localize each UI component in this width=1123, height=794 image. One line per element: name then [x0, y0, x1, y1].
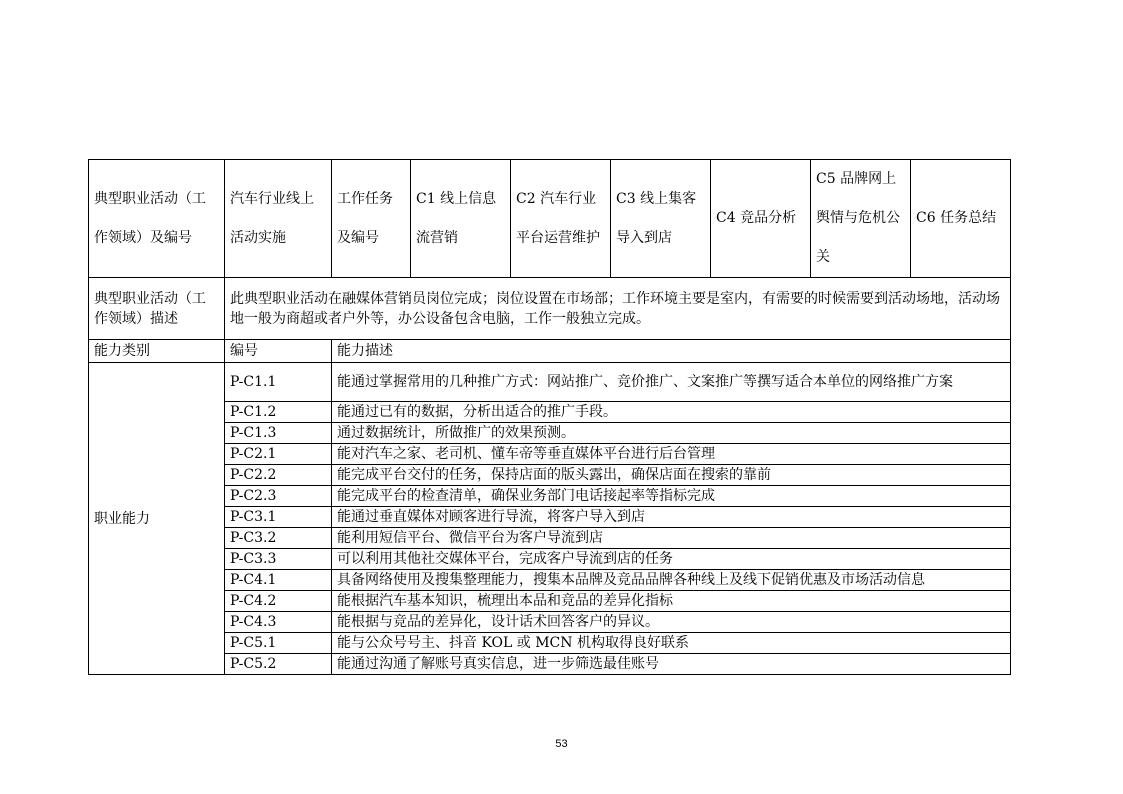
table-row [89, 423, 1011, 444]
table-row [89, 570, 1011, 591]
ability-desc: 能通过已有的数据，分析出适合的推广手段。 [332, 402, 1011, 423]
activity-label-cell: 典型职业活动（工作领域）及编号 [89, 160, 225, 278]
ability-code: P-C3.1 [225, 507, 332, 528]
table-row [89, 444, 1011, 465]
description-row [89, 278, 1011, 340]
ability-code: P-C4.1 [225, 570, 332, 591]
task-cell-c6: C6 任务总结 [911, 160, 1011, 278]
ability-code: P-C5.1 [225, 633, 332, 654]
ability-desc: 能与公众号号主、抖音 KOL 或 MCN 机构取得良好联系 [332, 633, 1011, 654]
task-label-cell: 工作任务及编号 [332, 160, 411, 278]
ability-desc: 能对汽车之家、老司机、懂车帝等垂直媒体平台进行后台管理 [332, 444, 1011, 465]
table-row [89, 612, 1011, 633]
task-cell-c2: C2 汽车行业平台运营维护 [511, 160, 611, 278]
description-label: 典型职业活动（工作领域）描述 [89, 278, 225, 340]
table-row [89, 633, 1011, 654]
column-category: 能力类别 [89, 340, 225, 363]
ability-desc: 可以利用其他社交媒体平台，完成客户导流到店的任务 [332, 549, 1011, 570]
table-row [89, 402, 1011, 423]
ability-code: P-C4.3 [225, 612, 332, 633]
table-row [89, 528, 1011, 549]
column-code: 编号 [225, 340, 332, 363]
ability-code: P-C2.2 [225, 465, 332, 486]
table-row [89, 654, 1011, 675]
ability-desc: 能根据与竞品的差异化，设计话术回答客户的异议。 [332, 612, 1011, 633]
ability-code: P-C4.2 [225, 591, 332, 612]
page-number: 53 [555, 738, 568, 750]
ability-code: P-C2.1 [225, 444, 332, 465]
table-row [89, 549, 1011, 570]
activity-value-cell: 汽车行业线上活动实施 [225, 160, 332, 278]
table-row [89, 363, 1011, 402]
category-cell: 职业能力 [89, 363, 225, 675]
ability-code: P-C3.3 [225, 549, 332, 570]
ability-code: P-C2.3 [225, 486, 332, 507]
ability-desc: 能通过掌握常用的几种推广方式：网站推广、竞价推广、文案推广等撰写适合本单位的网络推广方案 [332, 363, 1011, 402]
ability-desc: 能根据汽车基本知识，梳理出本品和竞品的差异化指标 [332, 591, 1011, 612]
ability-desc: 能完成平台交付的任务，保持店面的版头露出，确保店面在搜索的靠前 [332, 465, 1011, 486]
ability-desc: 通过数据统计，所做推广的效果预测。 [332, 423, 1011, 444]
column-header-row [89, 340, 1011, 363]
description-text: 此典型职业活动在融媒体营销员岗位完成；岗位设置在市场部；工作环境主要是室内，有需要的时候需要到活动场地，活动场地一般为商超或者户外等，办公设备包含电脑，工作一般独立完成。 [225, 278, 1011, 340]
table-row [89, 465, 1011, 486]
header-row [89, 160, 1011, 278]
task-cell-c1: C1 线上信息流营销 [411, 160, 511, 278]
table-row [89, 507, 1011, 528]
ability-code: P-C5.2 [225, 654, 332, 675]
competency-table [88, 159, 1011, 675]
ability-code: P-C1.3 [225, 423, 332, 444]
ability-code: P-C3.2 [225, 528, 332, 549]
table-row [89, 591, 1011, 612]
task-cell-c3: C3 线上集客导入到店 [611, 160, 711, 278]
ability-desc: 能通过沟通了解账号真实信息，进一步筛选最佳账号 [332, 654, 1011, 675]
task-cell-c4: C4 竞品分析 [711, 160, 811, 278]
ability-desc: 能利用短信平台、微信平台为客户导流到店 [332, 528, 1011, 549]
task-cell-c5: C5 品牌网上舆情与危机公关 [811, 160, 911, 278]
ability-desc: 具备网络使用及搜集整理能力，搜集本品牌及竞品品牌各种线上及线下促销优惠及市场活动信息 [332, 570, 1011, 591]
ability-code: P-C1.2 [225, 402, 332, 423]
table-row [89, 486, 1011, 507]
ability-desc: 能完成平台的检查清单，确保业务部门电话接起率等指标完成 [332, 486, 1011, 507]
column-desc: 能力描述 [332, 340, 1011, 363]
ability-code: P-C1.1 [225, 363, 332, 402]
ability-desc: 能通过垂直媒体对顾客进行导流，将客户导入到店 [332, 507, 1011, 528]
